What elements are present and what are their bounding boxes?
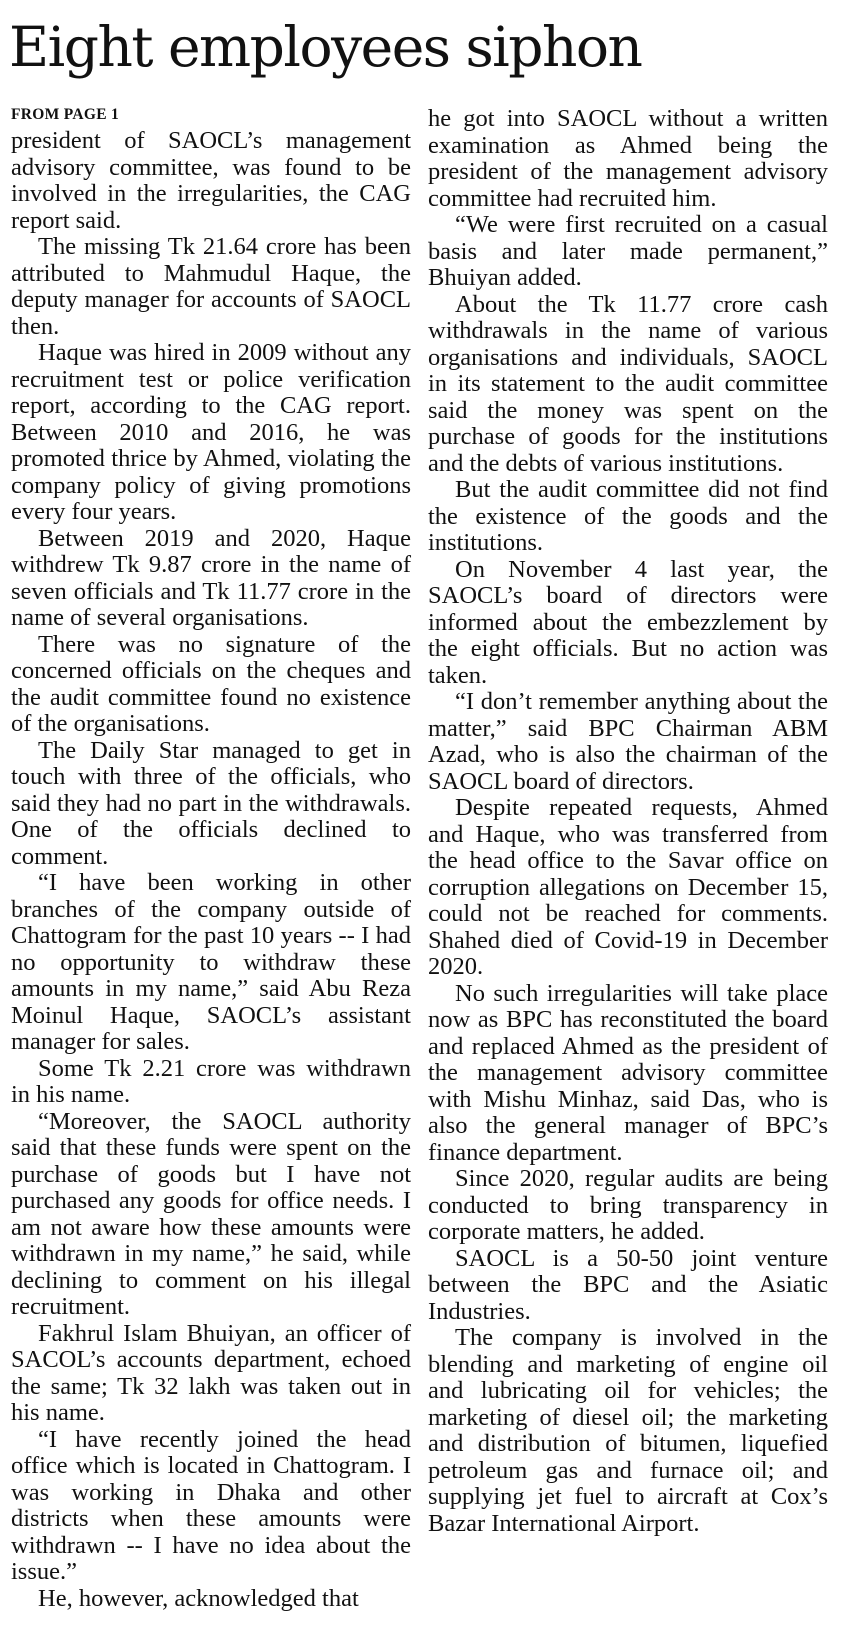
right-column [428, 106, 828, 1537]
paragraph: About the Tk 11.77 crore cash withdrawals in the name of various organisations and individuals, SAOCL in its statement to the audit committee said the money was spent on the purchase of goods for the institutions and the debts of various institutions. [428, 290, 828, 477]
paragraph: The Daily Star managed to get in touch with three of the officials, who said they had no part in the withdrawals. One of the officials declined to comment. [11, 736, 411, 870]
paragraph: he got into SAOCL without a written examination as Ahmed being the president of the management advisory committee had recruited him. [428, 105, 828, 212]
paragraph: president of SAOCL’s management advisory committee, was found to be involved in the irregularities, the CAG report said. [11, 127, 411, 234]
headline: Eight employees siphon [9, 15, 642, 79]
paragraph: He, however, acknowledged that [38, 1584, 359, 1612]
paragraph: Despite repeated requests, Ahmed and Haque, who was transferred from the head office to the Savar office on corruption allegations on December 15, could not be reached for comments. Shahed died of Covid-19 in December 2020. [428, 794, 828, 980]
paragraph: “Moreover, the SAOCL authority said that these funds were spent on the purchase of goods but I have not purchased any goods for office needs. I am not aware how these amounts were withdrawn in my name,” he said, while declining to comment on his illegal recruitment. [11, 1107, 411, 1320]
paragraph: Some Tk 2.21 crore was withdrawn in his name. [11, 1054, 411, 1108]
paragraph: “I have been working in other branches of the company outside of Chattogram for the past 10 years -- I had no opportunity to withdraw these amounts in my name,” said Abu Reza Moinul Haque, SAOCL’s assistant manager for sales. [11, 869, 411, 1055]
paragraph: Between 2019 and 2020, Haque withdrew Tk 9.87 crore in the name of seven officials and Tk 11.77 crore in the name of several organisations. [11, 524, 411, 631]
paragraph: The missing Tk 21.64 crore has been attributed to Mahmudul Haque, the deputy manager for accounts of SAOCL then. [11, 233, 411, 340]
paragraph: No such irregularities will take place now as BPC has reconstituted the board and replaced Ahmed as the president of the management advisory committee with Mishu Minhaz, said Das, who is also the general manager of BPC’s finance department. [428, 979, 828, 1166]
paragraph: On November 4 last year, the SAOCL’s board of directors were informed about the embezzlement by the eight officials. But no action was taken. [428, 555, 828, 689]
paragraph: But the audit committee did not find the existence of the goods and the institutions. [428, 476, 828, 556]
kicker: FROM PAGE 1 [11, 106, 120, 123]
paragraph: Fakhrul Islam Bhuiyan, an officer of SACOL’s accounts department, echoed the same; Tk 32 lakh was taken out in his name. [11, 1319, 411, 1426]
paragraph: “We were first recruited on a casual basis and later made permanent,” Bhuiyan added. [428, 211, 828, 291]
left-column [11, 112, 411, 1612]
paragraph: Haque was hired in 2009 without any recruitment test or police verification report, according to the CAG report. Between 2010 and 2016, he was promoted thrice by Ahmed, violating the company policy of giving promotions every four years. [11, 339, 411, 525]
paragraph: SAOCL is a 50-50 joint venture between the BPC and the Asiatic Industries. [428, 1244, 828, 1325]
paragraph: “I don’t remember anything about the matter,” said BPC Chairman ABM Azad, who is also the chairman of the SAOCL board of directors. [428, 688, 828, 795]
paragraph: Since 2020, regular audits are being conducted to bring transparency in corporate matters, he added. [428, 1165, 828, 1245]
paragraph: There was no signature of the concerned officials on the cheques and the audit committee found no existence of the organisations. [11, 630, 411, 737]
paragraph: The company is involved in the blending and marketing of engine oil and lubricating oil for vehicles; the marketing of diesel oil; the marketing and distribution of bitumen, liquefied petroleum gas and furnace oil; and supplying jet fuel to aircraft at Cox’s Bazar International Airport. [428, 1324, 828, 1537]
paragraph: “I have recently joined the head office which is located in Chattogram. I was working in Dhaka and other districts when these amounts were withdrawn -- I have no idea about the issue.” [11, 1425, 411, 1585]
